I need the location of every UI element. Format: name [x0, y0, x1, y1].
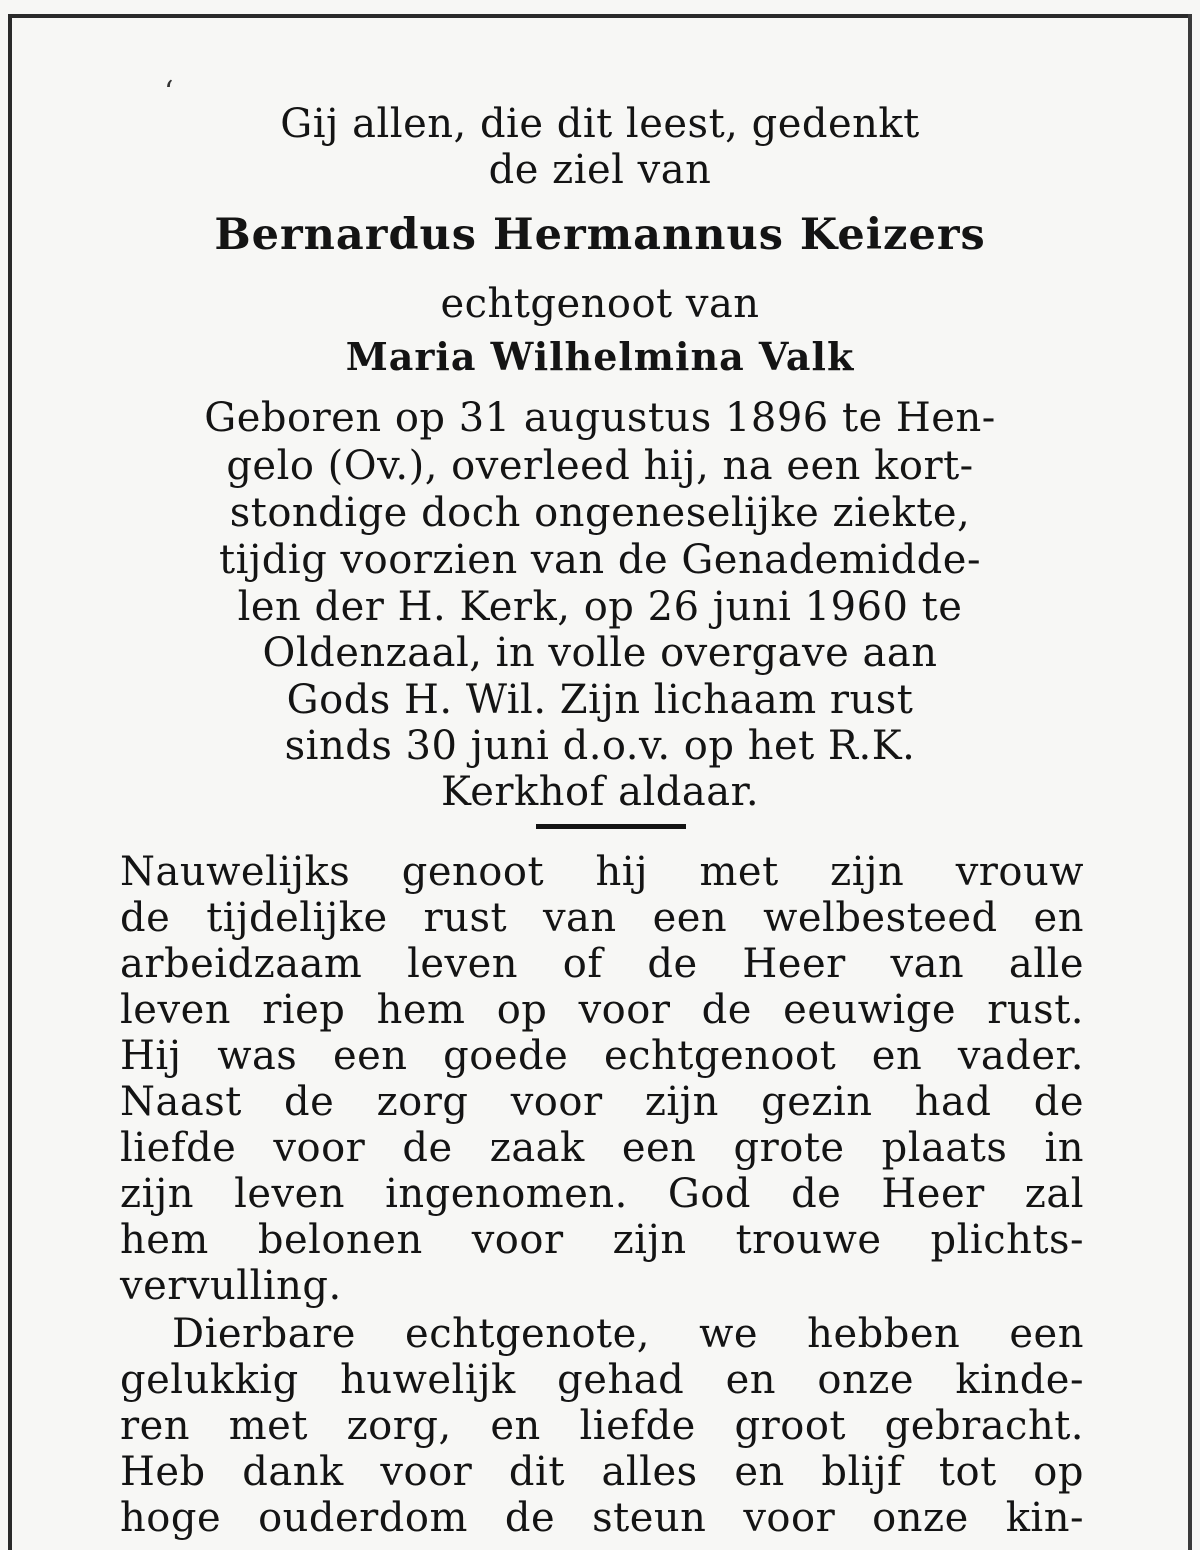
paragraph-line: de tijdelijke rust van een welbesteed en — [120, 895, 1084, 941]
paragraph-line: Dierbare echtgenote, we hebben een — [172, 1311, 1084, 1357]
paragraph-line: arbeidzaam leven of de Heer van alle — [120, 941, 1084, 987]
paragraph-line: liefde voor de zaak een grote plaats in — [120, 1125, 1084, 1171]
biography-line: Gods H. Wil. Zijn lichaam rust — [286, 677, 914, 723]
spouse-name: Maria Wilhelmina Valk — [345, 334, 855, 379]
paragraph-line: Hij was een goede echtgenoot en vader. — [120, 1033, 1084, 1079]
biography-line: gelo (Ov.), overleed hij, na een kort- — [226, 443, 974, 489]
relation-text: echtgenoot van — [440, 281, 760, 327]
card-border-left — [8, 14, 12, 1550]
paragraph-line: hoge ouderdom de steun voor onze kin- — [120, 1495, 1084, 1541]
paragraph-line: Nauwelijks genoot hij met zijn vrouw — [120, 849, 1084, 895]
paragraph-line: ren met zorg, en liefde groot gebracht. — [120, 1403, 1084, 1449]
biography-line: Oldenzaal, in volle overgave aan — [262, 630, 938, 676]
biography-line: Kerkhof aldaar. — [440, 769, 760, 815]
paragraph-line: gelukkig huwelijk gehad en onze kinde- — [120, 1357, 1084, 1403]
paragraph-line: Heb dank voor dit alles en blijf tot op — [120, 1449, 1084, 1495]
paragraph-line: Naast de zorg voor zijn gezin had de — [120, 1079, 1084, 1125]
deceased-name: Bernardus Hermannus Keizers — [214, 210, 986, 260]
header-line-1: Gij allen, die dit leest, gedenkt — [280, 101, 920, 147]
card-border-right — [1188, 14, 1192, 1550]
section-divider — [536, 824, 686, 829]
paragraph-line: leven riep hem op voor de eeuwige rust. — [120, 987, 1084, 1033]
ink-mark: ‘ — [164, 75, 174, 110]
biography-line: tijdig voorzien van de Genademidde- — [219, 537, 981, 583]
biography-line: sinds 30 juni d.o.v. op het R.K. — [284, 723, 916, 769]
biography-line: stondige doch ongeneselijke ziekte, — [229, 490, 971, 536]
paragraph-line: hem belonen voor zijn trouwe plichts- — [120, 1217, 1084, 1263]
paragraph-line: zijn leven ingenomen. God de Heer zal — [120, 1171, 1084, 1217]
biography-line: len der H. Kerk, op 26 juni 1960 te — [237, 584, 963, 630]
biography-line: Geboren op 31 augustus 1896 te Hen- — [204, 395, 996, 441]
paragraph-line: vervulling. — [120, 1263, 342, 1309]
header-line-2: de ziel van — [488, 147, 712, 193]
card-border-top — [10, 14, 1190, 18]
